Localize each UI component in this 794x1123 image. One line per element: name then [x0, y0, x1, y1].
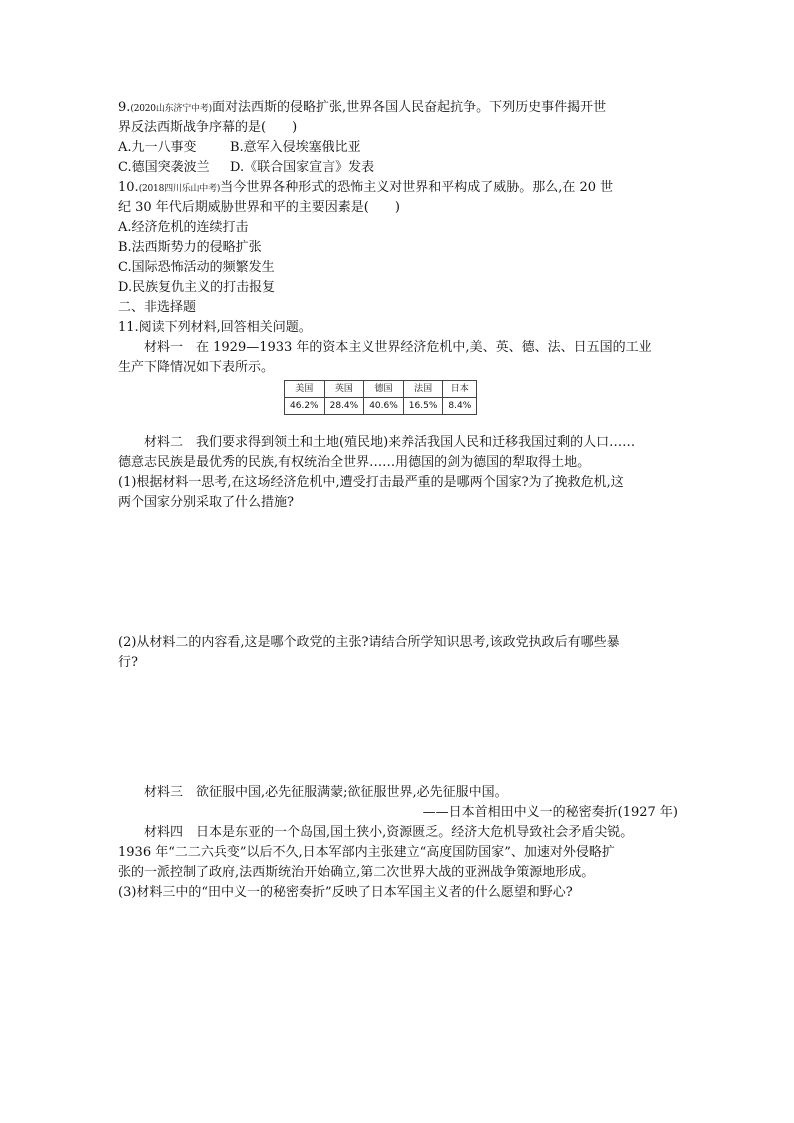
q9-stem-line1	[118, 98, 678, 118]
answer-space	[118, 513, 678, 633]
q10-stem-line1	[118, 178, 678, 198]
q9-options-row1	[118, 138, 678, 158]
table-header-row	[285, 381, 477, 398]
q9-option-a: A.九一八事变	[118, 140, 197, 155]
q10-source: (2018四川乐山中考)	[138, 184, 221, 194]
q9-option-b: B.意军入侵埃塞俄比亚	[230, 140, 361, 155]
q9-stem-text1: 面对法西斯的侵略扩张,世界各国人民奋起抗争。下列历史事件揭开世	[211, 100, 607, 115]
q11-material3-source: ——日本首相田中义一的秘密奏折(1927 年)	[422, 805, 678, 820]
table-cell: 8.4%	[443, 398, 477, 415]
spacer	[118, 415, 678, 433]
section2-title: 二、非选择题	[118, 300, 197, 315]
q10-option-d: D.民族复仇主义的打击报复	[118, 280, 276, 295]
table-header-cell: 德国	[364, 381, 404, 398]
q10-option-b: B.法西斯势力的侵略扩张	[118, 240, 262, 255]
q11-material1-line1: 材料一 在 1929—1933 年的资本主义世界经济危机中,美、英、德、法、日五国的工业	[144, 340, 652, 355]
q9-option-c: C.德国突袭波兰	[118, 160, 210, 175]
q9-options-row2	[118, 158, 678, 178]
table-cell: 46.2%	[285, 398, 325, 415]
q11-material4-line3: 张的一派控制了政府,法西斯统治开始确立,第二次世界大战的亚洲战争策源地形成。	[118, 865, 595, 880]
production-decline-table	[284, 380, 477, 415]
q9-stem-line2: 界反法西斯战争序幕的是( )	[118, 120, 298, 135]
table-header-cell: 英国	[324, 381, 364, 398]
q10-stem-line2: 纪 30 年代后期威胁世界和平的主要因素是( )	[118, 200, 400, 215]
q11-intro: 11.阅读下列材料,回答相关问题。	[118, 320, 312, 335]
table-row	[285, 398, 477, 415]
q9-option-d: D.《联合国家宣言》发表	[230, 160, 375, 175]
table-cell: 16.5%	[403, 398, 443, 415]
worksheet-page	[118, 98, 678, 903]
q11-material3-line1: 材料三 欲征服中国,必先征服满蒙;欲征服世界,必先征服中国。	[144, 785, 508, 800]
table-header-cell: 美国	[285, 381, 325, 398]
q11-sub1-line1: (1)根据材料一思考,在这场经济危机中,遭受打击最严重的是哪两个国家?为了挽救危机,这	[118, 475, 624, 490]
q11-material2-line2: 德意志民族是最优秀的民族,有权统治全世界……用德国的剑为德国的犁取得土地。	[118, 455, 591, 470]
q9-number: 9.	[118, 100, 131, 115]
q10-number: 10.	[118, 180, 139, 195]
q10-option-c: C.国际恐怖活动的频繁发生	[118, 260, 275, 275]
q11-sub2-line2: 行?	[118, 655, 138, 670]
q10-stem-text1: 当今世界各种形式的恐怖主义对世界和平构成了威胁。那么,在 20 世	[220, 180, 614, 195]
table-cell: 40.6%	[364, 398, 404, 415]
answer-space	[118, 673, 678, 783]
table-cell: 28.4%	[324, 398, 364, 415]
table-header-cell: 日本	[443, 381, 477, 398]
q11-sub3-line1: (3)材料三中的“田中义一的秘密奏折”反映了日本军国主义者的什么愿望和野心?	[118, 885, 573, 900]
q11-material4-line1: 材料四 日本是东亚的一个岛国,国土狭小,资源匮乏。经济大危机导致社会矛盾尖锐。	[144, 825, 634, 840]
q11-material2-line1: 材料二 我们要求得到领土和土地(殖民地)来养活我国人民和迁移我国过剩的人口……	[144, 435, 636, 450]
q11-material1-line2: 生产下降情况如下表所示。	[118, 360, 275, 375]
q11-material4-line2: 1936 年“二二六兵变”以后不久,日本军部内主张建立“高度国防国家”、加速对外侵略扩	[118, 845, 615, 860]
q11-sub1-line2: 两个国家分别采取了什么措施?	[118, 495, 294, 510]
q9-source: (2020山东济宁中考)	[130, 104, 212, 114]
q11-sub2-line1: (2)从材料二的内容看,这是哪个政党的主张?请结合所学知识思考,该政党执政后有哪些暴	[118, 635, 620, 650]
table-header-cell: 法国	[403, 381, 443, 398]
q10-option-a: A.经济危机的连续打击	[118, 220, 249, 235]
